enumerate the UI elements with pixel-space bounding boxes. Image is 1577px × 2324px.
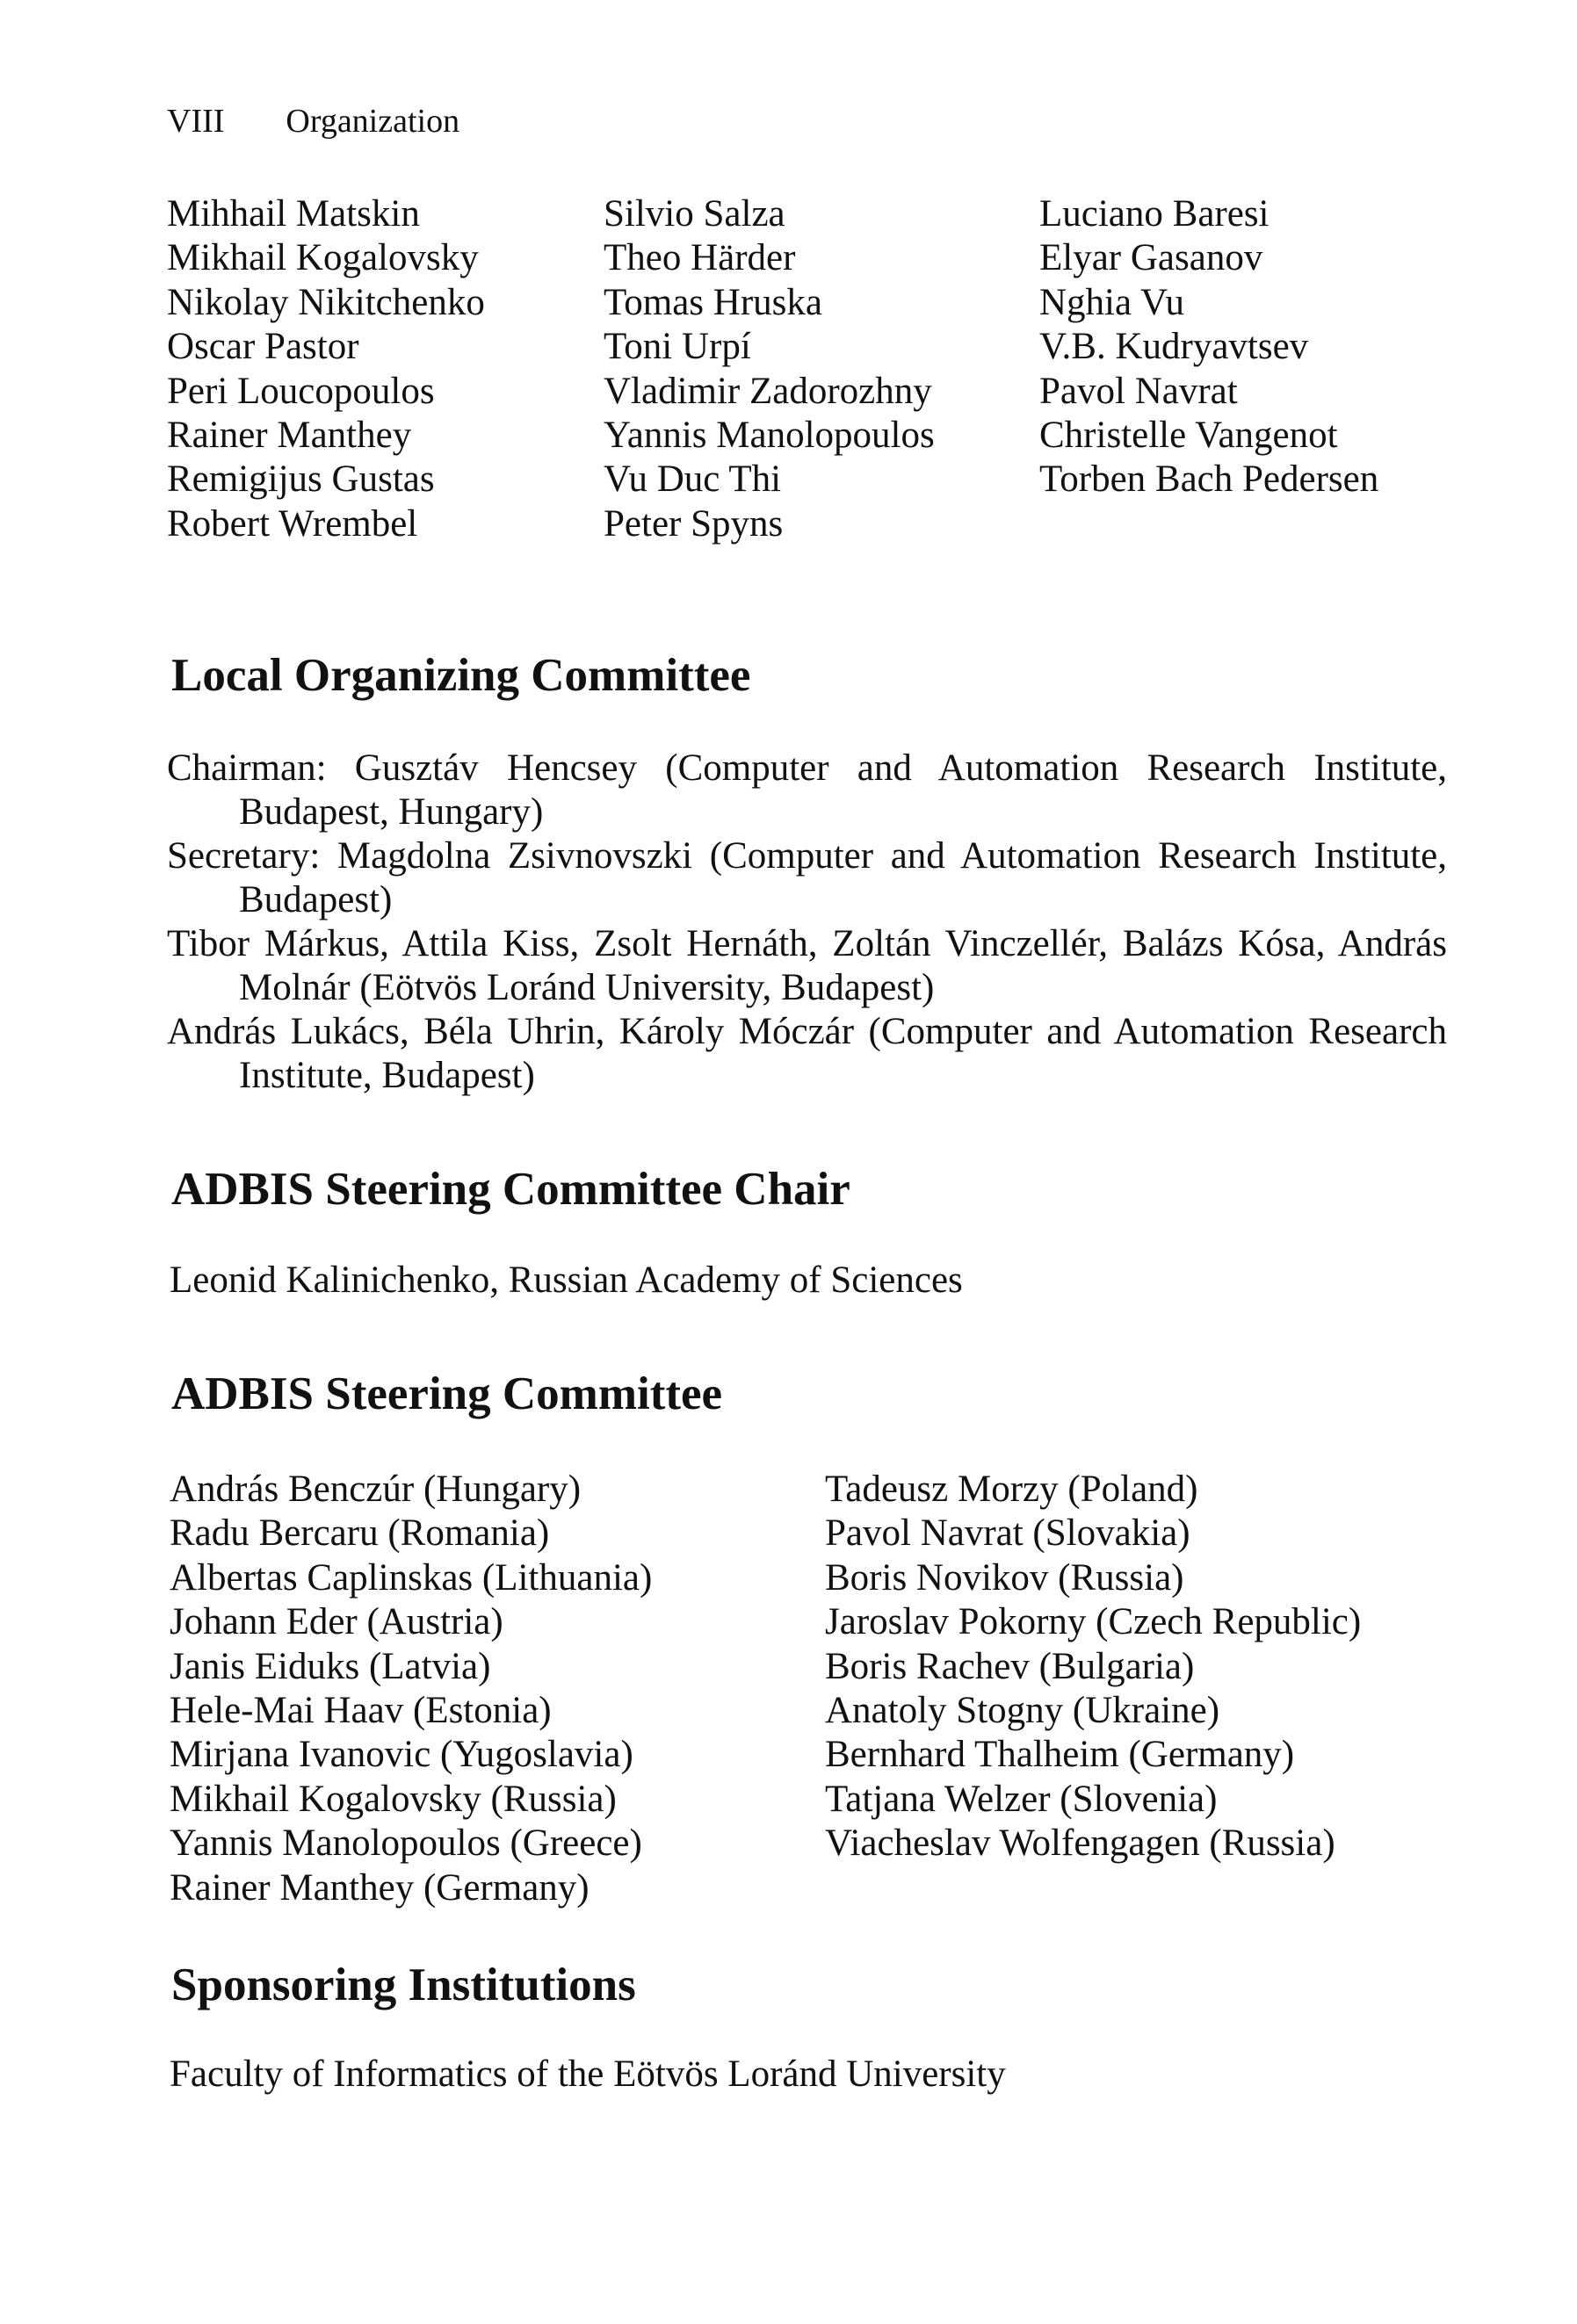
reviewer-name: Oscar Pastor bbox=[167, 326, 359, 368]
steering-member: Viacheslav Wolfengagen (Russia) bbox=[825, 1822, 1335, 1865]
steering-member: Mikhail Kogalovsky (Russia) bbox=[170, 1778, 617, 1820]
steering-member: Mirjana Ivanovic (Yugoslavia) bbox=[170, 1734, 633, 1776]
committee-entry: Tibor Márkus, Attila Kiss, Zsolt Hernáth, Zoltán Vinczellér, Balázs Kósa, András Molnár (Eötvös Loránd University, Budapest) bbox=[167, 923, 1447, 1008]
reviewer-name: Silvio Salza bbox=[604, 193, 785, 235]
reviewer-name: Robert Wrembel bbox=[167, 502, 418, 545]
sponsoring-text: Faculty of Informatics of the Eötvös Loránd University bbox=[170, 2053, 1006, 2095]
committee-entry: András Lukács, Béla Uhrin, Károly Móczár (Computer and Automation Research Institute, Budapest) bbox=[167, 1011, 1447, 1096]
reviewer-name: Yannis Manolopoulos bbox=[604, 415, 935, 457]
steering-member: Jaroslav Pokorny (Czech Republic) bbox=[825, 1601, 1362, 1643]
steering-column-2 bbox=[825, 1468, 1361, 1866]
reviewer-column-3 bbox=[1039, 192, 1378, 502]
steering-member: Anatoly Stogny (Ukraine) bbox=[825, 1690, 1220, 1732]
committee-entry: Chairman: Gusztáv Hencsey (Computer and Automation Research Institute, Budapest, Hungary) bbox=[167, 747, 1447, 833]
sponsoring-heading: Sponsoring Institutions bbox=[171, 1960, 636, 2010]
committee-entry: Secretary: Magdolna Zsivnovszki (Computer and Automation Research Institute, Budapest) bbox=[167, 835, 1447, 920]
reviewer-name: Vu Duc Thi bbox=[604, 458, 782, 501]
reviewer-column-1 bbox=[167, 192, 485, 546]
reviewer-name: Torben Bach Pedersen bbox=[1039, 458, 1379, 501]
reviewer-name: Rainer Manthey bbox=[167, 415, 412, 457]
running-head bbox=[167, 101, 459, 141]
reviewer-name: Tomas Hruska bbox=[604, 281, 822, 323]
steering-column-1 bbox=[170, 1468, 652, 1910]
steering-member: András Benczúr (Hungary) bbox=[170, 1469, 582, 1510]
reviewer-name: V.B. Kudryavtsev bbox=[1039, 326, 1309, 368]
steering-member: Radu Bercaru (Romania) bbox=[170, 1512, 550, 1555]
steering-chair-text: Leonid Kalinichenko, Russian Academy of Sciences bbox=[170, 1259, 963, 1301]
steering-member: Tatjana Welzer (Slovenia) bbox=[825, 1778, 1218, 1820]
reviewer-name: Mihhail Matskin bbox=[167, 193, 420, 235]
steering-chair-heading: ADBIS Steering Committee Chair bbox=[171, 1164, 850, 1215]
steering-member: Bernhard Thalheim (Germany) bbox=[825, 1734, 1295, 1776]
reviewer-name: Peter Spyns bbox=[604, 502, 784, 545]
reviewer-name: Nikolay Nikitchenko bbox=[167, 281, 485, 323]
reviewer-name: Christelle Vangenot bbox=[1039, 415, 1338, 457]
reviewer-name: Luciano Baresi bbox=[1039, 193, 1270, 235]
reviewer-name: Theo Härder bbox=[604, 237, 796, 279]
reviewer-name: Vladimir Zadorozhny bbox=[604, 370, 932, 412]
reviewer-column-2 bbox=[604, 192, 935, 546]
steering-member: Johann Eder (Austria) bbox=[170, 1601, 503, 1643]
reviewer-name: Toni Urpí bbox=[604, 326, 751, 368]
steering-member: Pavol Navrat (Slovakia) bbox=[825, 1512, 1190, 1555]
reviewer-name: Remigijus Gustas bbox=[167, 458, 435, 501]
steering-member: Tadeusz Morzy (Poland) bbox=[825, 1469, 1198, 1510]
reviewer-name: Elyar Gasanov bbox=[1039, 237, 1263, 279]
page-number: VIII bbox=[167, 103, 225, 140]
steering-member: Janis Eiduks (Latvia) bbox=[170, 1645, 491, 1687]
reviewer-name: Pavol Navrat bbox=[1039, 370, 1238, 412]
local-committee-list bbox=[167, 747, 1447, 1098]
steering-member: Boris Rachev (Bulgaria) bbox=[825, 1645, 1195, 1687]
reviewer-name: Nghia Vu bbox=[1039, 281, 1185, 323]
steering-member: Albertas Caplinskas (Lithuania) bbox=[170, 1556, 653, 1599]
local-committee-heading: Local Organizing Committee bbox=[171, 650, 751, 701]
running-head-title: Organization bbox=[286, 103, 460, 140]
steering-member: Hele-Mai Haav (Estonia) bbox=[170, 1690, 552, 1732]
steering-committee-heading: ADBIS Steering Committee bbox=[171, 1368, 723, 1419]
reviewer-name: Peri Loucopoulos bbox=[167, 370, 435, 412]
steering-member: Boris Novikov (Russia) bbox=[825, 1556, 1184, 1599]
steering-member: Rainer Manthey (Germany) bbox=[170, 1866, 590, 1909]
reviewer-name: Mikhail Kogalovsky bbox=[167, 237, 479, 279]
steering-member: Yannis Manolopoulos (Greece) bbox=[170, 1822, 642, 1865]
